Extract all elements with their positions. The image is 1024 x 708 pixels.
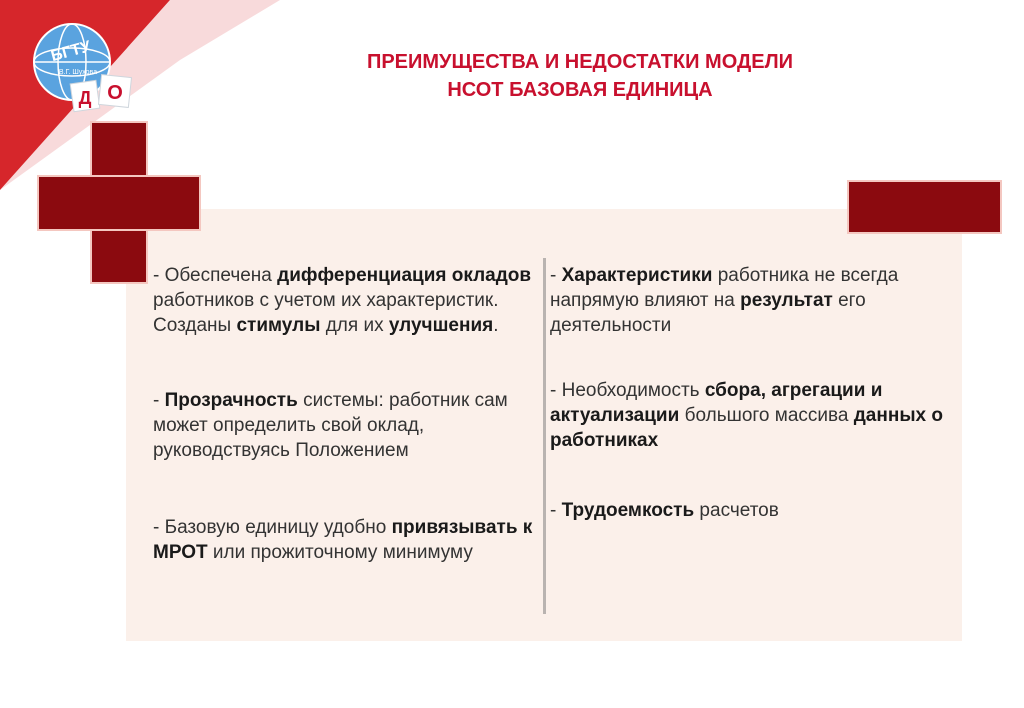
advantage-item: - Прозрачность системы: работник сам может определить свой оклад, руководствуясь Положением xyxy=(153,390,508,461)
disadvantages-list xyxy=(550,263,950,523)
cube-letter-left: Д xyxy=(78,88,92,108)
advantage-item: - Обеспечена дифференциация окладов работников с учетом их характеристик. Созданы стимулы для их улучшения. xyxy=(153,265,532,336)
advantages-list xyxy=(153,263,533,565)
university-logo xyxy=(24,18,144,128)
page-title xyxy=(300,48,860,104)
disadvantage-item: - Характеристики работника не всегда напрямую влияют на результат его деятельности xyxy=(550,265,899,336)
disadvantage-item: - Необходимость сбора, агрегации и актуализации большого массива данных о работниках xyxy=(550,380,943,451)
title-line-1: ПРЕИМУЩЕСТВА И НЕДОСТАТКИ МОДЕЛИ xyxy=(366,51,794,73)
logo-sub-text: В.Г. Шухова xyxy=(58,69,98,76)
logo-ring-text: БГТУ xyxy=(49,38,93,66)
minus-icon xyxy=(847,180,1002,234)
advantage-item: - Базовую единицу удобно привязывать к МРОТ или прожиточному минимуму xyxy=(153,517,533,563)
cube-letter-right: О xyxy=(107,82,123,104)
disadvantage-item: - Трудоемкость расчетов xyxy=(550,500,779,521)
title-line-2: НСОТ БАЗОВАЯ ЕДИНИЦА xyxy=(447,79,713,101)
plus-center xyxy=(92,177,146,229)
globe-icon xyxy=(24,18,144,128)
column-divider xyxy=(543,258,546,614)
